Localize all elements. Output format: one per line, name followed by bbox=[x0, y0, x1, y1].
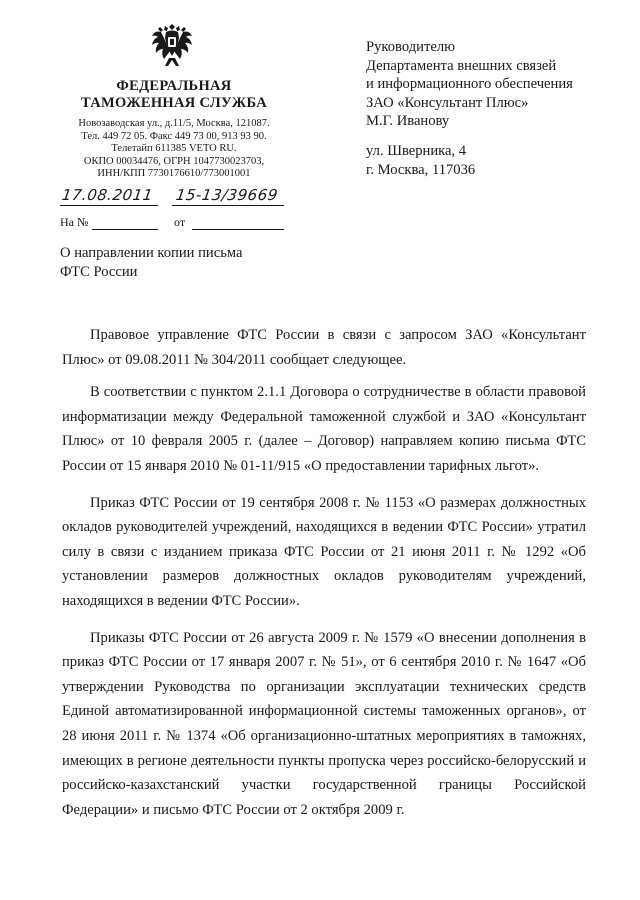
addressee-department-cont: и информационного обеспечения bbox=[366, 76, 573, 92]
addressee-block bbox=[366, 38, 573, 131]
body-paragraph-4: Приказы ФТС России от 26 августа 2009 г. № 1579 «О внесении дополнения в приказ ФТС России от 17 января 2007 г. № 51», от 6 сентября 2010 г. № 1647 «Об утверждении Руководства по организации эксплуатации технических средств Единой автоматизированной информационной системы таможенных органов», от 28 июня 2011 г. № 1374 «Об организационно-штатных мероприятиях в таможнях, имеющих в регионе деятельности пункты пропуска через российско-белорусский и российско-казахстанский участки государственной границы Российской Федерации» и письмо ФТС России от 2 октября 2009 г. bbox=[62, 629, 586, 818]
org-phone: Тел. 449 72 05. Факс 449 73 00, 913 93 90. bbox=[81, 130, 267, 142]
subject-line2: ФТС России bbox=[60, 263, 138, 280]
org-name-line1: ФЕДЕРАЛЬНАЯ bbox=[116, 78, 232, 94]
address-city: г. Москва, 117036 bbox=[366, 161, 476, 178]
address-street: ул. Шверника, 4 bbox=[366, 143, 467, 159]
body-paragraph-2: В соответствии с пунктом 2.1.1 Договора о сотрудничестве в области правовой информатизации между Федеральной таможенной службой и ЗАО «Консультант Плюс» от 10 февраля 2005 г. (далее – Договор) направляем копию письма ФТС России от 15 января 2010 № 01-11/915 «О предоставлении тарифных льгот». bbox=[62, 384, 586, 474]
body-paragraph-1: Правовое управление ФТС России в связи с запросом ЗАО «Консультант Плюс» от 09.08.2011 № 304/2011 сообщает следующее. bbox=[62, 327, 586, 368]
org-okpo: ОКПО 00034476, ОГРН 1047730023703, bbox=[83, 155, 265, 167]
org-address: Новозаводская ул., д.11/5, Москва, 121087. bbox=[78, 118, 270, 129]
date-underline bbox=[60, 205, 158, 206]
addressee-person: М.Г. Иванову bbox=[366, 113, 450, 129]
ref-number-line bbox=[92, 229, 158, 230]
coat-of-arms-emblem bbox=[149, 20, 195, 72]
org-teletype: Телетайп 611385 VETO RU. bbox=[111, 143, 237, 155]
letter-subject bbox=[60, 244, 243, 281]
ref-number-label: На № bbox=[60, 215, 89, 229]
addressee-address bbox=[366, 142, 475, 179]
org-inn: ИНН/КПП 7730176610/773001001 bbox=[97, 168, 251, 180]
body-paragraph-3: Приказ ФТС России от 19 сентября 2008 г. № 1153 «О размерах должностных окладов руководителей учреждений, находящихся в ведении ФТС России» утратил силу в связи с изданием приказа ФТС России от 21 июня 2011 г. № 1292 «Об установлении размеров должностных окладов руководителям учреждений, находящихся в ведении ФТС России». bbox=[62, 494, 586, 609]
handwritten-number: 15-13/39669 bbox=[174, 186, 280, 204]
number-underline bbox=[172, 205, 284, 206]
subject-line1: О направлении копии письма bbox=[60, 245, 243, 261]
handwritten-date: 17.08.2011 bbox=[60, 186, 155, 204]
letter-body bbox=[62, 323, 586, 822]
ref-date-label: от bbox=[174, 215, 186, 229]
addressee-company: ЗАО «Консультант Плюс» bbox=[366, 94, 529, 111]
addressee-department: Департамента внешних связей bbox=[366, 57, 557, 74]
addressee-title: Руководителю bbox=[366, 39, 456, 55]
org-contact-details bbox=[60, 118, 288, 181]
ref-date-line bbox=[192, 229, 284, 230]
org-name bbox=[60, 78, 288, 112]
org-name-line2: ТАМОЖЕННАЯ СЛУЖБА bbox=[80, 95, 268, 111]
